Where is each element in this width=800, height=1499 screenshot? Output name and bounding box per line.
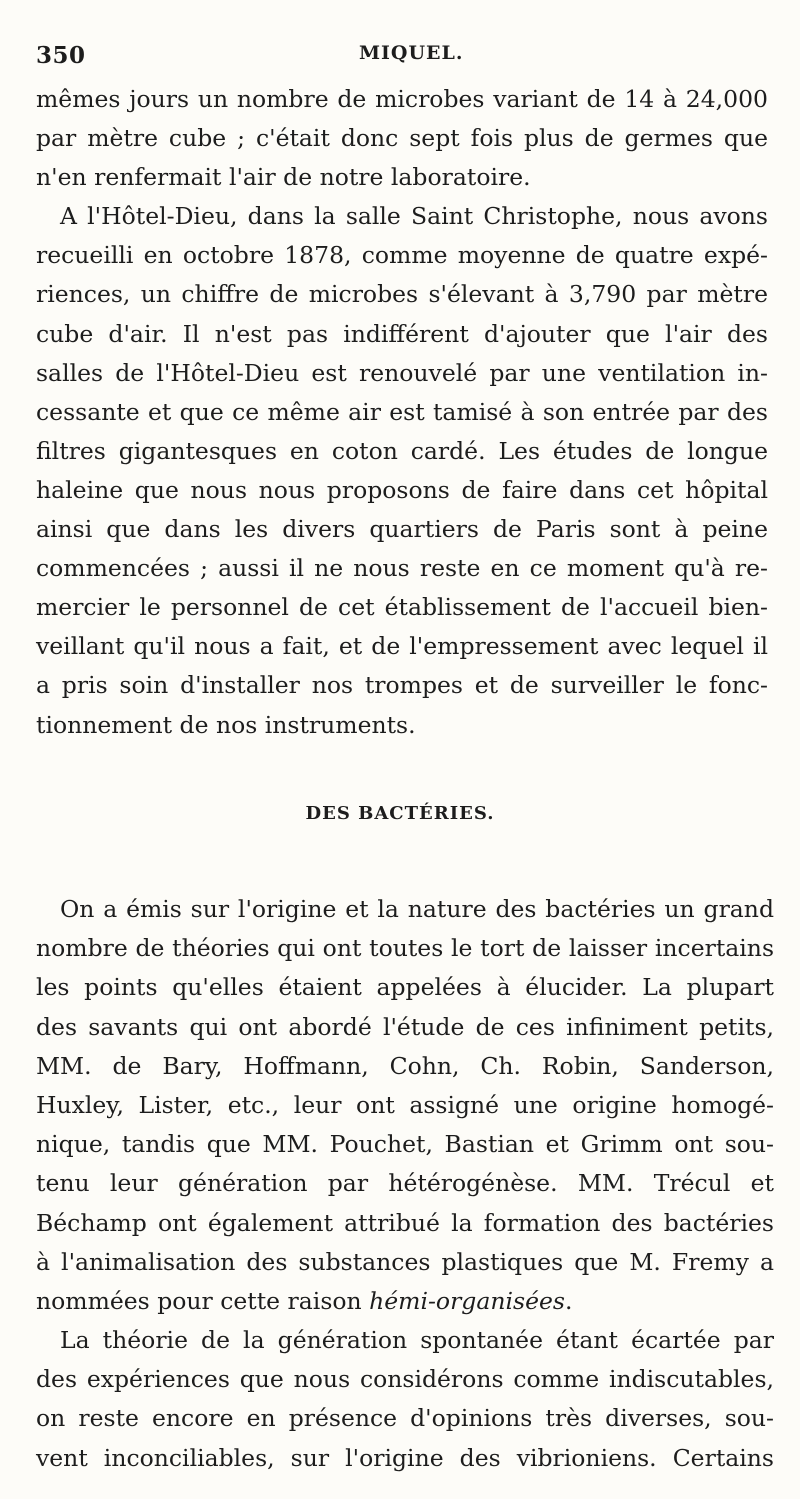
paragraph-1 [36,80,768,197]
text-line: veillant qu'il nous a fait, et de l'empressement avec lequel il [36,632,768,661]
text-line: tenu leur génération par hétérogénèse. MM. Trécul et [36,1169,774,1198]
section-heading: DES BACTÉRIES. [305,803,495,824]
text-line: n'en renfermait l'air de notre laboratoire. [36,163,531,192]
text-line: des expériences que nous considérons comme indiscutables, [36,1365,774,1394]
text-line: MM. de Bary, Hoffmann, Cohn, Ch. Robin, Sanderson, [36,1051,774,1080]
text-line: A l'Hôtel-Dieu, dans la salle Saint Christophe, nous avons [60,202,768,231]
text-line: par mètre cube ; c'était donc sept fois plus de germes que [36,124,768,153]
text-line: Huxley, Lister, etc., leur ont assigné une origine homogé- [36,1090,774,1119]
text-line: des savants qui ont abordé l'étude de ces infiniment petits, [36,1012,774,1041]
paragraph-3 [36,890,774,1321]
text-line: nique, tandis que MM. Pouchet, Bastian et Grimm ont sou- [36,1130,774,1159]
text-line: vent inconciliables, sur l'origine des vibrioniens. Certains [36,1443,774,1472]
text-line: haleine que nous nous proposons de faire dans cet hôpital [36,475,768,504]
text-line: les points qu'elles étaient appelées à élucider. La plupart [36,973,774,1002]
text-line: La théorie de la génération spontanée étant écartée par [60,1326,774,1355]
running-title: MIQUEL. [359,42,464,64]
text-line: tionnement de nos instruments. [36,710,416,739]
text-line: à l'animalisation des substances plastiques que M. Fremy a [36,1247,774,1276]
text-line: mercier le personnel de cet établissement de l'accueil bien- [36,593,768,622]
text-span: . [564,1286,573,1315]
text-span: nommées pour cette raison [36,1286,370,1315]
text-block-upper [36,80,768,745]
text-line: commencées ; aussi il ne nous reste en ce moment qu'à re- [36,554,768,583]
paragraph-4 [36,1321,774,1478]
text-line: cube d'air. Il n'est pas indifférent d'ajouter que l'air des [36,319,768,348]
page-number: 350 [36,42,86,69]
text-line: a pris soin d'installer nos trompes et de surveiller le fonc- [36,671,768,700]
italic-term: hémi-organisées [369,1286,565,1315]
text-line: Béchamp ont également attribué la formation des bactéries [36,1208,774,1237]
text-line [36,1282,774,1321]
text-block-lower [36,890,774,1478]
text-line: mêmes jours un nombre de microbes variant de 14 à 24,000 [36,85,768,113]
text-line: recueilli en octobre 1878, comme moyenne de quatre expé- [36,241,768,270]
text-line: cessante et que ce même air est tamisé à son entrée par des [36,397,768,426]
text-line: filtres gigantesques en coton cardé. Les études de longue [36,436,768,465]
text-line: on reste encore en présence d'opinions très diverses, sou- [36,1404,774,1433]
paragraph-2 [36,197,768,744]
running-head [36,42,770,76]
text-line: nombre de théories qui ont toutes le tort de laisser incertains [36,934,774,963]
text-line: riences, un chiffre de microbes s'élevant à 3,790 par mètre [36,280,768,309]
text-line: On a émis sur l'origine et la nature des bactéries un grand [60,895,774,923]
text-line: ainsi que dans les divers quartiers de Paris sont à peine [36,515,768,544]
text-line: salles de l'Hôtel-Dieu est renouvelé par une ventilation in- [36,358,768,387]
